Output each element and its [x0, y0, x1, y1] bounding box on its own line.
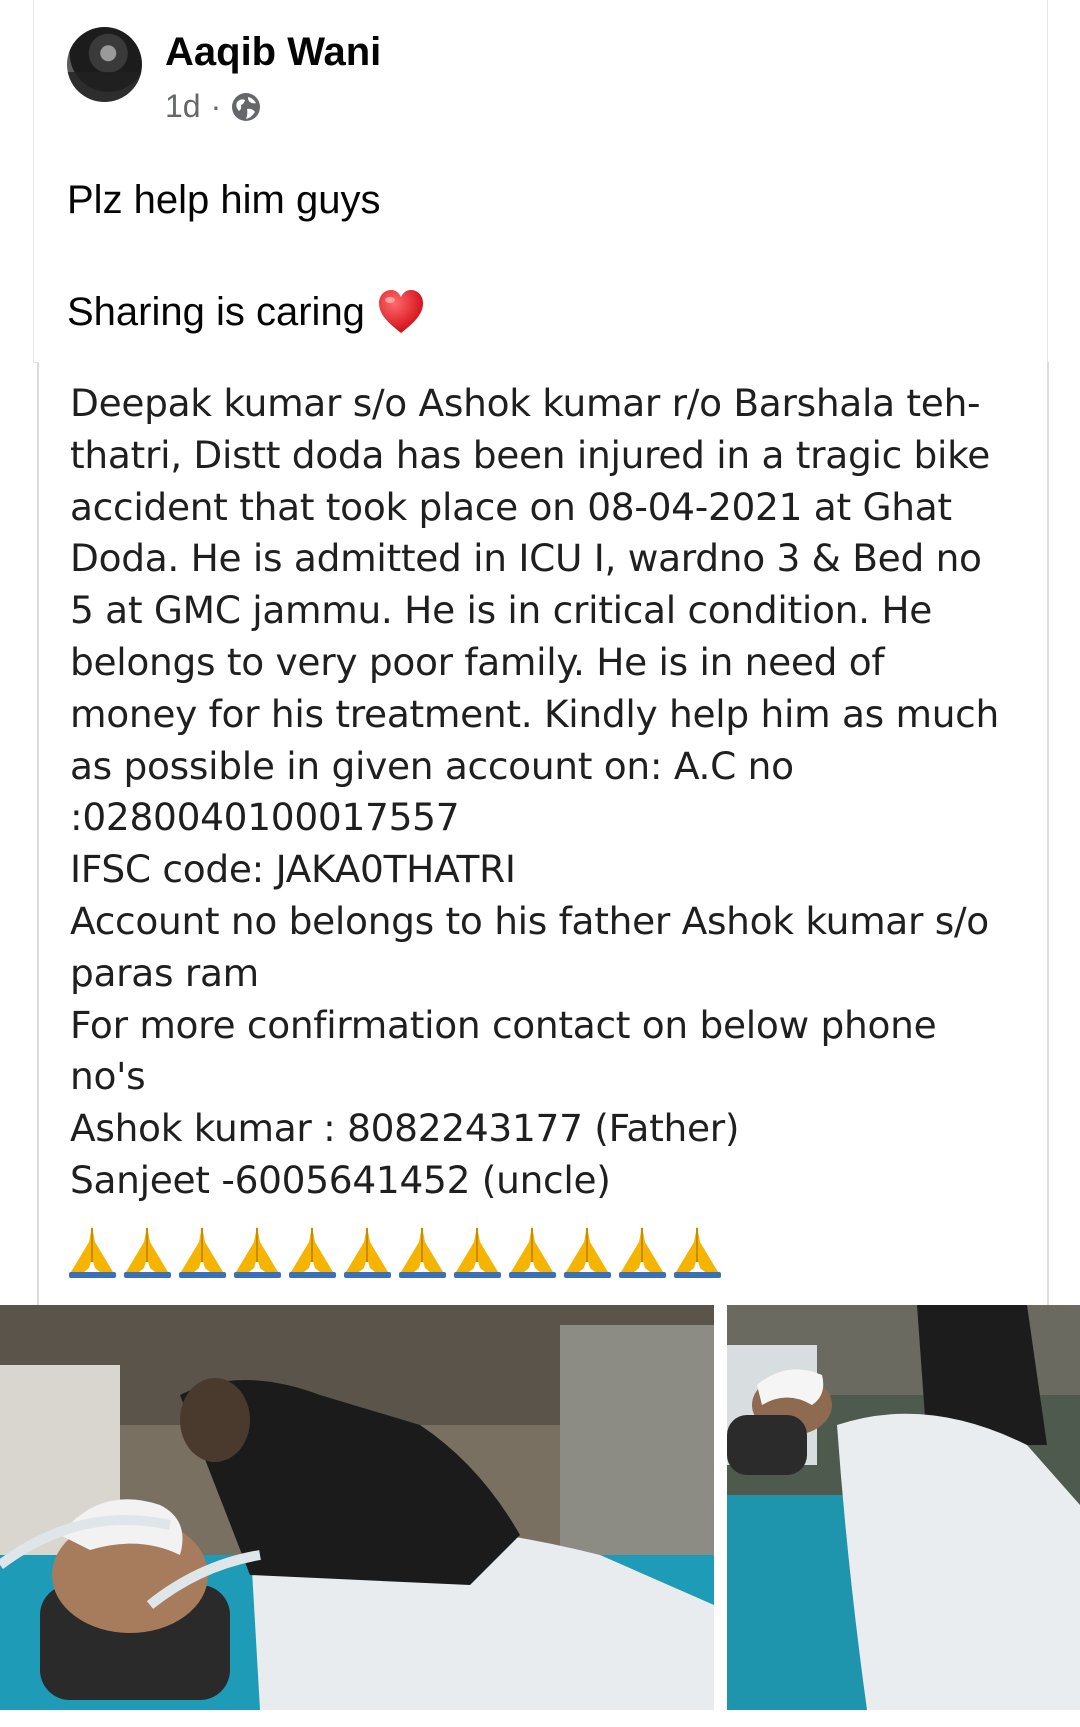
notice-line: as possible in given account on: A.C no	[70, 743, 794, 788]
notice-line: belongs to very poor family. He is in need of	[70, 639, 885, 684]
notice-line: money for his treatment. Kindly help him as much	[70, 691, 999, 736]
hospital-photo-right[interactable]	[727, 1305, 1080, 1710]
notice-line: accident that took place on 08-04-2021 at Ghat	[70, 484, 952, 529]
post-text-line	[67, 289, 425, 335]
notice-line: Ashok kumar : 8082243177 (Father)	[70, 1106, 740, 1151]
post-text-content: Sharing is caring	[67, 289, 365, 334]
folded-hands-icon	[672, 1222, 723, 1280]
post-time[interactable]: 1d	[165, 88, 201, 124]
notice-line: paras ram	[70, 950, 259, 995]
folded-hands-icon	[287, 1222, 338, 1280]
meta-separator: ·	[210, 88, 222, 124]
post-card	[33, 0, 1048, 363]
author-avatar[interactable]	[67, 27, 142, 102]
folded-hands-icon	[232, 1222, 283, 1280]
heart-icon	[377, 289, 425, 335]
globe-icon	[231, 92, 261, 122]
post-text-line: Plz help him guys	[67, 178, 381, 222]
notice-line: Account no belongs to his father Ashok kumar s/o	[70, 898, 989, 943]
post-meta	[165, 88, 261, 125]
notice-line: thatri, Distt doda has been injured in a tragic bike	[70, 432, 990, 477]
notice-line: no's	[70, 1054, 146, 1099]
notice-line: For more confirmation contact on below phone	[70, 1002, 937, 1047]
folded-hands-icon	[342, 1222, 393, 1280]
notice-line: IFSC code: JAKA0THATRI	[70, 847, 516, 892]
notice-line: Sanjeet -6005641452 (uncle)	[70, 1157, 611, 1202]
folded-hands-icon	[67, 1222, 118, 1280]
notice-line: :0280040100017557	[70, 795, 460, 840]
notice-line: Doda. He is admitted in ICU I, wardno 3 & Bed no	[70, 536, 982, 581]
folded-hands-icon	[177, 1222, 228, 1280]
notice-text	[70, 378, 1015, 1207]
folded-hands-icon	[122, 1222, 173, 1280]
pray-emoji-row	[67, 1222, 723, 1280]
hospital-photo-left[interactable]	[0, 1305, 714, 1710]
folded-hands-icon	[562, 1222, 613, 1280]
folded-hands-icon	[617, 1222, 668, 1280]
folded-hands-icon	[397, 1222, 448, 1280]
folded-hands-icon	[452, 1222, 503, 1280]
author-name[interactable]: Aaqib Wani	[165, 30, 382, 74]
notice-line: Deepak kumar s/o Ashok kumar r/o Barshala teh-	[70, 381, 981, 425]
folded-hands-icon	[507, 1222, 558, 1280]
notice-line: 5 at GMC jammu. He is in critical condition. He	[70, 588, 933, 633]
post-card-bottom	[33, 1711, 1046, 1727]
